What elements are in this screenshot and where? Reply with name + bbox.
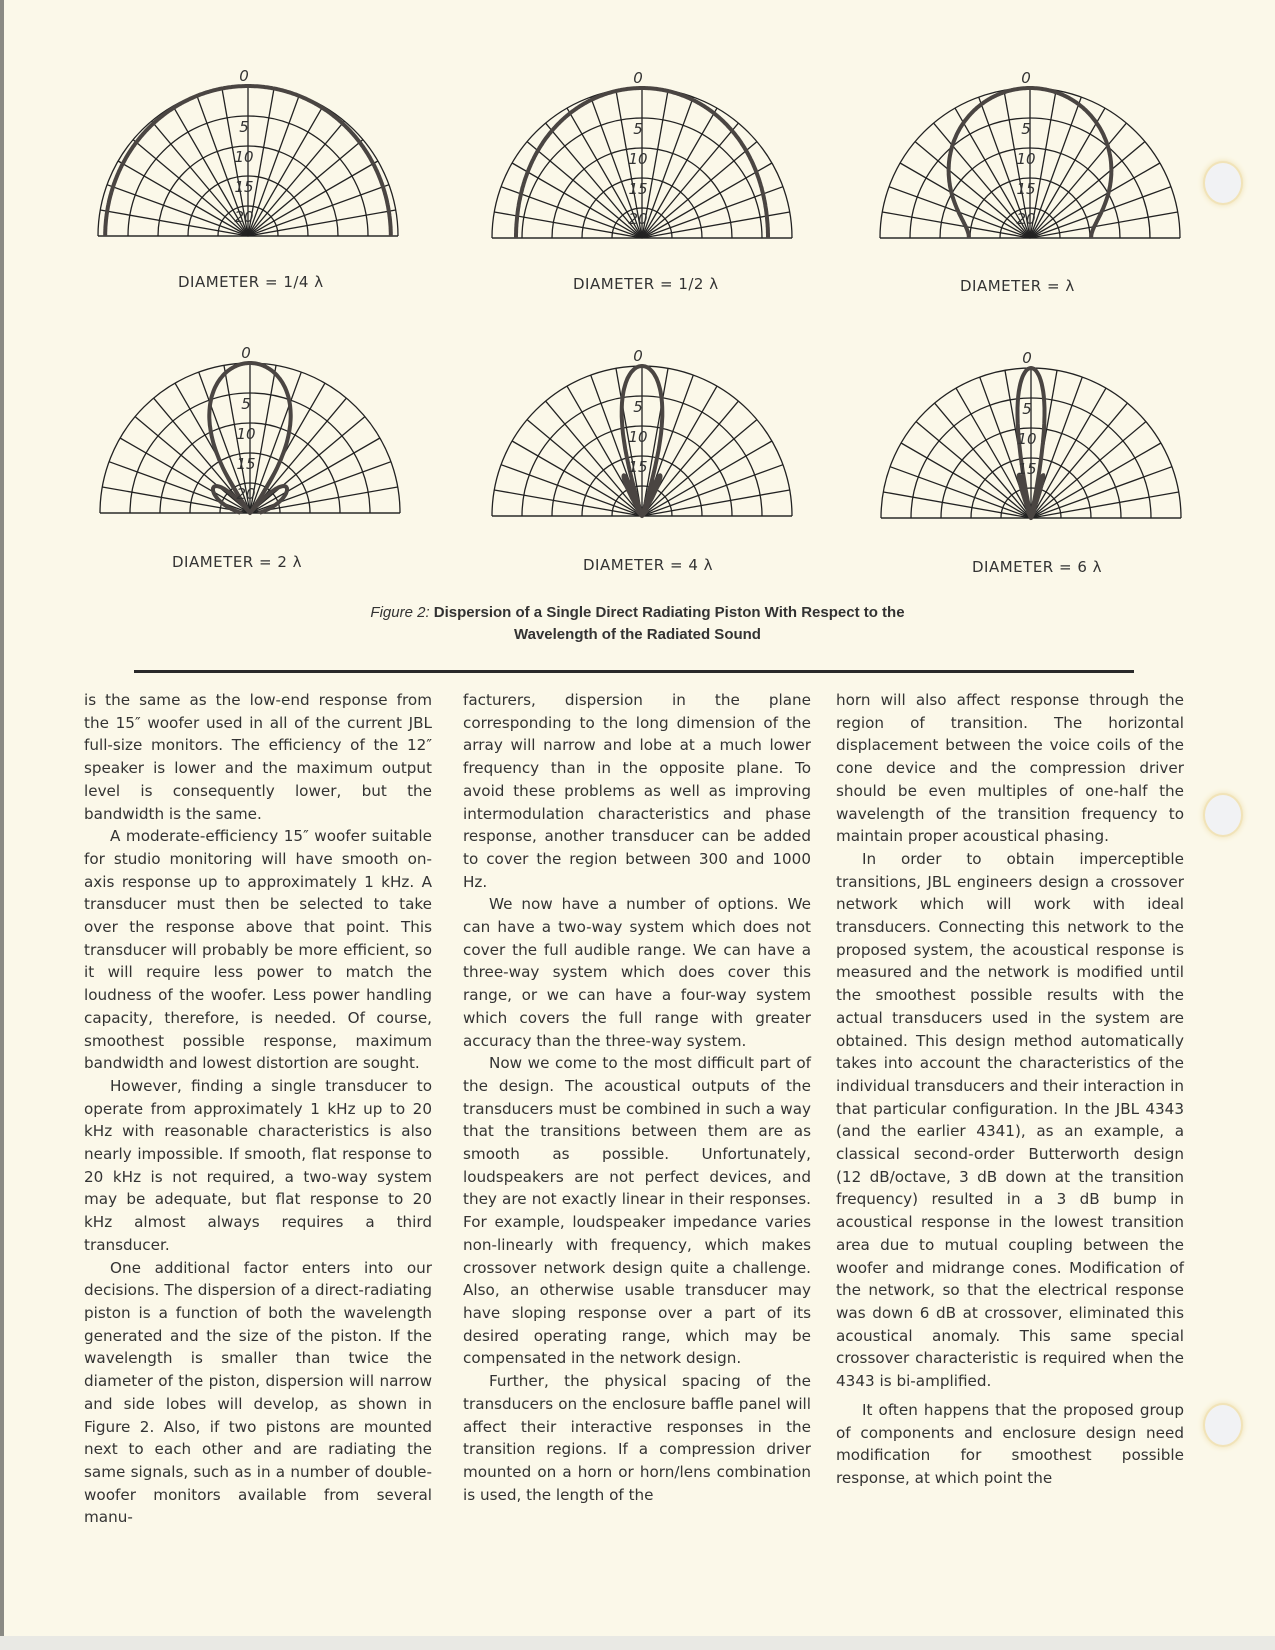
polar-grid	[871, 349, 1191, 525]
paragraph: Further, the physical spacing of the transducers on the enclosure baffle panel will affect their interactive responses in the transition regions. If a compression driver mounted on a horn or horn/lens combination is used, the length of the	[463, 1372, 811, 1504]
binder-hole-bottom	[1205, 1405, 1241, 1445]
polar-plot-one-lambda	[870, 69, 1190, 245]
binder-hole-top	[1205, 163, 1241, 203]
ring-label: 5	[1021, 120, 1031, 138]
ring-label: 5	[241, 395, 251, 413]
ring-label: 10	[1017, 430, 1037, 448]
ring-label: 0	[239, 67, 249, 85]
ring-label: 10	[628, 150, 648, 168]
paragraph: In order to obtain imperceptible transitions, JBL engineers design a crossover network which will work with ideal transducers. Connecting this network to the proposed system, the acoustical response is measured and the network is modified until the smoothest possible results with the actual transducers used in the system are obtained. This design method automatically takes into account the characteristics of the individual transducers and their interaction in that particular configuration. In the JBL 4343 (and the earlier 4341), as an example, a classical second-order Butterworth design (12 dB/octave, 3 dB down at the transition frequency) resulted in a 3 dB bump in acoustical response in the lowest transition area due to mutual coupling between the woofer and midrange cones. Modification of the network, so that the electrical response was down 6 dB at crossover, eliminated this acoustical anomaly. This same special crossover characteristic is required when the 4343 is bi-amplified.	[836, 849, 1184, 1391]
ring-label: 0	[1022, 349, 1032, 367]
ring-label: 5	[633, 120, 643, 138]
paragraph: Now we come to the most difficult part of the design. The acoustical outputs of the transducers must be combined in such a way that the transitions between them are as smooth as possible. Unfortunately, loudspeakers are not perfect devices, and they are not exactly linear in their responses. For example, loudspeaker impedance varies non-linearly with frequency, which makes crossover network design quite a challenge. Also, an otherwise usable transducer may have sloping response over a part of its desired operating range, which may be compensated in the network design.	[463, 1054, 811, 1368]
paragraph: We now have a number of options. We can have a two-way system which does not cover the full audible range. We can have a three-way system which does cover this range, or we can have a four-way system which covers the full range with greater accuracy than the three-way system.	[463, 895, 811, 1050]
caption-line-2: Wavelength of the Radiated Sound	[514, 626, 761, 643]
ring-label: 20	[234, 208, 254, 226]
polar-plot-six-lambda	[871, 349, 1191, 525]
paragraph: A moderate-efficiency 15″ woofer suitable for studio monitoring will have smooth on-axis response up to approximately 1 kHz. A transducer must then be selected to take over the response above that point. This transducer will probably be more efficient, so it will require less power to match the loudness of the woofer. Less power handling capacity, therefore, is needed. Of course, smoothest possible response, maximum bandwidth and lowest distortion are sought.	[84, 827, 432, 1073]
plot-label-one-lambda: DIAMETER = λ	[960, 277, 1075, 295]
ring-label: 20	[236, 485, 256, 503]
ring-label: 0	[1021, 69, 1031, 87]
polar-plot-four-lambda	[482, 347, 802, 523]
ring-label: 5	[239, 118, 249, 136]
polar-plot-two-lambda	[90, 344, 410, 520]
ring-label: 10	[234, 148, 254, 166]
polar-plot-quarter-lambda	[88, 67, 408, 243]
ring-label: 15	[628, 458, 648, 476]
ring-label: 20	[628, 210, 648, 228]
polar-plot-half-lambda	[482, 69, 802, 245]
polar-grid	[90, 344, 410, 520]
ring-label: 0	[633, 69, 643, 87]
ring-label: 0	[241, 344, 251, 362]
paragraph: facturers, dispersion in the plane corresponding to the long dimension of the array will narrow and lobe at a much lower frequency than in the opposite plane. To avoid these problems as well as improving intermodulation characteristics and phase response, another transducer can be added to cover the region between 300 and 1000 Hz.	[463, 691, 811, 891]
ring-label: 15	[1017, 460, 1037, 478]
plot-label-half-lambda: DIAMETER = 1/2 λ	[573, 275, 719, 293]
plot-label-quarter-lambda: DIAMETER = 1/4 λ	[178, 273, 324, 291]
figure-caption	[0, 602, 1275, 646]
paragraph: horn will also affect response through the region of transition. The horizontal displacement between the voice coils of the cone device and the compression driver should be even multiples of one-half the wavelength of the transition frequency to maintain proper acoustical phasing.	[836, 691, 1184, 846]
text-column-1	[84, 689, 432, 1529]
section-divider	[134, 670, 1134, 673]
paragraph: is the same as the low-end response from the 15″ woofer used in all of the current JBL full-size monitors. The efficiency of the 12″ speaker is lower and the maximum output level is consequently lower, but the bandwidth is the same.	[84, 691, 432, 823]
polar-grid	[482, 69, 802, 245]
ring-label: 10	[236, 425, 256, 443]
page-bottom-edge	[0, 1636, 1275, 1650]
ring-label: 15	[234, 178, 254, 196]
plot-label-four-lambda: DIAMETER = 4 λ	[583, 556, 714, 574]
figure-number: Figure 2:	[370, 604, 430, 621]
ring-label: 15	[236, 455, 256, 473]
binder-hole-middle	[1205, 795, 1241, 835]
polar-grid	[88, 67, 408, 243]
ring-label: 15	[628, 180, 648, 198]
ring-label: 15	[1016, 180, 1036, 198]
plot-label-six-lambda: DIAMETER = 6 λ	[972, 558, 1103, 576]
ring-label: 0	[633, 347, 643, 365]
ring-label: 20	[1016, 210, 1036, 228]
plot-label-two-lambda: DIAMETER = 2 λ	[172, 553, 303, 571]
caption-line-1: Dispersion of a Single Direct Radiating Piston With Respect to the	[433, 604, 905, 621]
text-column-3	[836, 689, 1184, 1490]
polar-grid	[482, 347, 802, 523]
ring-label: 10	[628, 428, 648, 446]
paragraph: However, finding a single transducer to operate from approximately 1 kHz up to 20 kHz with reasonable characteristics is also nearly impossible. If smooth, flat response to 20 kHz is not required, a two-way system may be adequate, but flat response to 20 kHz almost always requires a third transducer.	[84, 1076, 432, 1254]
ring-label: 5	[633, 398, 643, 416]
ring-label: 10	[1016, 150, 1036, 168]
text-column-2	[463, 689, 811, 1506]
paragraph: It often happens that the proposed group of components and enclosure design need modification for smoothest possible response, at which point the	[836, 1400, 1184, 1487]
polar-grid	[870, 69, 1190, 245]
ring-label: 5	[1022, 400, 1032, 418]
paper-edge	[0, 0, 4, 1650]
paragraph: One additional factor enters into our decisions. The dispersion of a direct-radiating piston is a function of both the wavelength generated and the size of the piston. If the wavelength is smaller than twice the diameter of the piston, dispersion will narrow and side lobes will develop, as shown in Figure 2. Also, if two pistons are mounted next to each other and are radiating the same signals, such as in a number of double-woofer monitors available from several manu-	[84, 1258, 432, 1527]
